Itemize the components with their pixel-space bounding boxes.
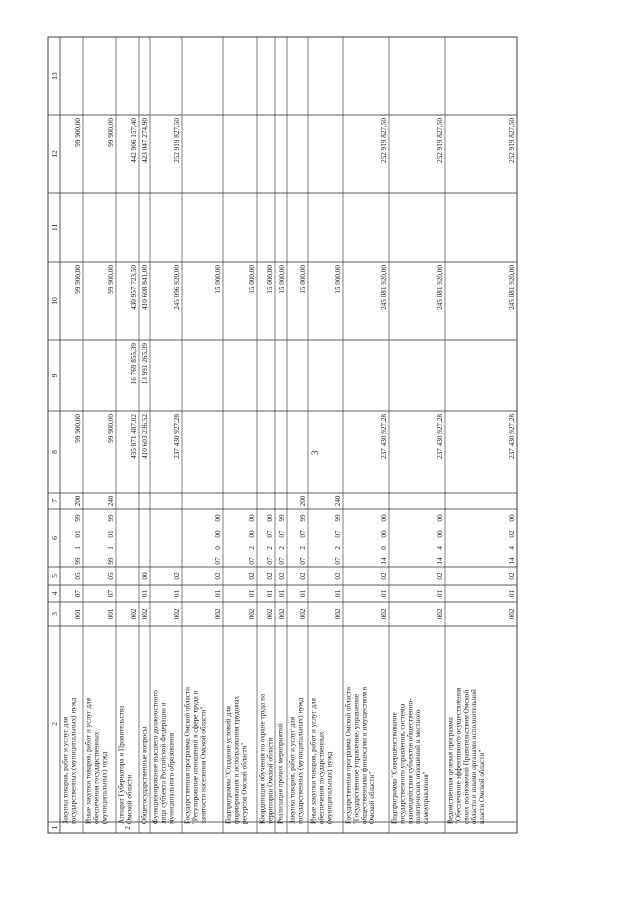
- cell-target-code-part: 00: [436, 514, 444, 522]
- row-name-line: Общегосударственные вопросы: [140, 726, 149, 824]
- cell-target-code-part: 00: [248, 514, 256, 522]
- row-name-line: Подпрограмма "Создание условий для: [224, 706, 233, 824]
- cell-target-code-part: 00: [214, 514, 222, 522]
- cell-target-code-part: 00: [508, 514, 516, 522]
- row-name-line: взаимодействия субъектов общественно-: [406, 698, 415, 824]
- cell-subsection: 02: [173, 572, 181, 580]
- column-header-4: 4: [50, 591, 59, 596]
- cell-subsection: 05: [74, 572, 82, 580]
- cell-target-code-part: 4: [436, 546, 444, 550]
- cell-target-code-part: 07: [248, 557, 256, 565]
- cell-section: 01: [266, 589, 274, 598]
- column-header-9: 9: [50, 373, 59, 378]
- row-name-line: обеспечения государственных: [92, 731, 101, 824]
- cell-target-code-part: 07: [278, 557, 286, 565]
- cell-admin-code: 002: [436, 608, 444, 620]
- cell-amount-8: 237 430 927,28: [380, 414, 388, 459]
- column-header-12: 12: [50, 150, 59, 158]
- cell-amount-8: 237 430 927,28: [173, 414, 181, 459]
- cell-target-code-part: 00: [248, 530, 256, 538]
- cell-subsection: 05: [107, 572, 115, 580]
- cell-amount-12: 423 047 274,90: [141, 118, 149, 163]
- row-name-line: Подпрограмма "Совершенствование: [390, 712, 399, 824]
- row-name-line: власти Омской области": [478, 749, 487, 824]
- cell-section: 07: [107, 589, 115, 598]
- cell-admin-code: 002: [173, 608, 181, 620]
- cell-target-code-part: 2: [266, 546, 274, 550]
- cell-target-code-part: 00: [380, 514, 388, 522]
- cell-amount-8: 237 430 927,28: [436, 414, 444, 459]
- row-name-line: государственного управления, системы: [398, 703, 407, 824]
- cell-section: 07: [74, 589, 82, 598]
- cell-amount-10: 15 000,00: [278, 265, 286, 294]
- cell-section: 01: [141, 589, 149, 598]
- cell-target-code-part: 99: [107, 557, 115, 565]
- cell-target-code-part: 02: [508, 530, 516, 538]
- row-name-line: Ведомственная целевая программа: [446, 717, 455, 824]
- row-name-line: Государственная программа Омской области: [344, 687, 353, 824]
- cell-amount-10: 430 957 723,50: [130, 265, 138, 310]
- cell-target-code-part: 07: [214, 557, 222, 565]
- row-name-line: Омской области": [368, 771, 377, 824]
- cell-admin-code: 002: [214, 608, 222, 620]
- cell-target-code-part: 00: [436, 530, 444, 538]
- cell-amount-12: 99 900,00: [74, 118, 82, 147]
- cell-target-code-part: 99: [334, 514, 342, 522]
- row-name-line: формирования и использования трудовых: [232, 695, 241, 824]
- cell-subsection: 02: [278, 572, 286, 580]
- row-name-line: территории Омской области: [266, 737, 275, 824]
- cell-subsection: 02: [436, 572, 444, 580]
- cell-amount-8: 237 430 927,28: [508, 414, 516, 459]
- cell-section: 01: [380, 589, 388, 598]
- cell-target-code-part: 01: [107, 530, 115, 538]
- cell-target-code-part: 2: [299, 546, 307, 550]
- cell-expense-type: 240: [334, 495, 342, 507]
- cell-section: 01: [278, 589, 286, 598]
- cell-target-code-part: 07: [278, 530, 286, 538]
- column-header-1: 1: [50, 825, 59, 830]
- row-name-line: государственных (муниципальных) нужд: [296, 697, 305, 824]
- cell-amount-8: 99 900,00: [107, 414, 115, 443]
- row-name-line: ресурсов Омской области": [240, 742, 249, 824]
- cell-subsection: 02: [214, 572, 222, 580]
- cell-subsection: 00: [141, 572, 149, 580]
- cell-target-code-part: 1: [107, 546, 115, 550]
- cell-admin-code: 002: [299, 608, 307, 620]
- cell-target-code-part: 14: [436, 557, 444, 565]
- cell-target-code-part: 2: [334, 546, 342, 550]
- cell-target-code-part: 00: [266, 514, 274, 522]
- cell-admin-code: 002: [508, 608, 516, 620]
- cell-target-code-part: 14: [380, 557, 388, 565]
- column-header-2: 2: [50, 722, 59, 726]
- cell-admin-code: 002: [130, 608, 138, 620]
- column-header-7: 7: [50, 499, 59, 503]
- cell-amount-8: 99 900,00: [74, 414, 82, 443]
- cell-target-code-part: 00: [380, 530, 388, 538]
- cell-expense-type: 200: [74, 495, 82, 507]
- row-name-line: Иные закупки товаров, работ и услуг для: [309, 698, 318, 824]
- cell-section: 01: [214, 589, 222, 598]
- cell-admin-code: 001: [107, 608, 115, 620]
- cell-target-code-part: 0: [214, 546, 222, 550]
- cell-amount-10: 15 000,00: [266, 265, 274, 294]
- column-header-10: 10: [50, 297, 59, 305]
- row-name-line: Функционирование высшего должностного: [151, 690, 160, 824]
- cell-amount-10: 15 000,00: [334, 265, 342, 294]
- row-name-line: Реализация прочих мероприятий: [276, 723, 285, 824]
- cell-amount-9: 16 769 855,39: [130, 343, 138, 385]
- column-header-5: 5: [50, 574, 59, 578]
- cell-subsection: 02: [299, 572, 307, 580]
- page-number: 3: [310, 450, 320, 455]
- cell-target-code-part: 99: [74, 557, 82, 565]
- cell-section: 01: [299, 589, 307, 598]
- cell-amount-10: 15 000,00: [248, 265, 256, 294]
- cell-section: 01: [508, 589, 516, 598]
- cell-target-code-part: 99: [278, 514, 286, 522]
- cell-amount-12: 99 900,00: [107, 118, 115, 147]
- row-name-line: занятости населения Омской области": [199, 706, 208, 824]
- cell-target-code-part: 2: [248, 546, 256, 550]
- row-name-line: Координация обучения по охране труда на: [258, 693, 267, 824]
- cell-amount-8: 435 871 487,02: [130, 414, 138, 459]
- cell-target-code-part: 4: [508, 546, 516, 550]
- cell-amount-10: 245 081 920,00: [508, 265, 516, 310]
- cell-subsection: 02: [248, 572, 256, 580]
- cell-amount-12: 252 919 827,50: [436, 118, 444, 163]
- cell-amount-10: 245 096 920,00: [173, 265, 181, 310]
- row-name-line: обеспечения государственных: [317, 731, 326, 824]
- cell-amount-12: 252 919 827,50: [380, 118, 388, 163]
- cell-target-code-part: 07: [299, 557, 307, 565]
- row-name-line: Омской области: [125, 774, 134, 824]
- column-header-6: 6: [50, 536, 59, 540]
- cell-expense-type: 200: [299, 495, 307, 507]
- row-name-line: своих полномочий Правительством Омской: [462, 689, 471, 824]
- cell-admin-code: 002: [266, 608, 274, 620]
- row-name-line: самоуправления": [422, 771, 431, 824]
- cell-subsection: 02: [266, 572, 274, 580]
- cell-section: 01: [334, 589, 342, 598]
- cell-amount-10: 99 900,00: [107, 265, 115, 294]
- cell-amount-10: 245 081 920,00: [436, 265, 444, 310]
- column-header-11: 11: [50, 223, 59, 232]
- row-name-line: общественными финансами и имуществом в: [360, 686, 369, 824]
- cell-target-code-part: 07: [299, 530, 307, 538]
- column-header-8: 8: [50, 450, 59, 454]
- cell-section: 01: [436, 589, 444, 598]
- cell-section: 01: [173, 589, 181, 598]
- cell-target-code-part: 0: [380, 546, 388, 550]
- cell-target-code-part: 07: [334, 557, 342, 565]
- cell-target-code-part: 99: [107, 514, 115, 522]
- cell-target-code-part: 99: [299, 514, 307, 522]
- column-header-3: 3: [50, 612, 59, 616]
- row-name-line: (муниципальных) нужд: [100, 751, 109, 824]
- cell-admin-code: 002: [380, 608, 388, 620]
- cell-amount-10: 15 000,00: [214, 265, 222, 294]
- row-name-line: "Регулирование отношений в сфере труда и: [191, 690, 200, 824]
- cell-target-code-part: 07: [266, 530, 274, 538]
- row-name-line: "Обеспечение эффективного осуществления: [454, 687, 463, 824]
- cell-subsection: 02: [508, 572, 516, 580]
- row-name-line: области и иными органами исполнительной: [470, 689, 479, 824]
- cell-target-code-part: 07: [334, 530, 342, 538]
- cell-amount-10: 99 900,00: [74, 265, 82, 294]
- cell-subsection: 02: [334, 572, 342, 580]
- cell-target-code-part: 1: [74, 546, 82, 550]
- row-name-line: муниципального образования: [167, 732, 176, 824]
- cell-amount-10: 15 000,00: [299, 265, 307, 294]
- row-name-line: Закупка товаров, работ и услуг для: [288, 716, 297, 824]
- row-name-line: (муниципальных) нужд: [325, 751, 334, 824]
- cell-admin-code: 002: [248, 608, 256, 620]
- cell-target-code-part: 99: [74, 514, 82, 522]
- cell-admin-code: 002: [141, 608, 149, 620]
- cell-admin-code: 002: [278, 608, 286, 620]
- cell-admin-code: 001: [74, 608, 82, 620]
- cell-amount-12: 252 919 827,50: [508, 118, 516, 163]
- row-name-line: Аппарат Губернатора и Правительства: [117, 705, 126, 824]
- row-number: 2: [124, 826, 132, 830]
- cell-amount-9: 13 991 265,39: [141, 343, 149, 385]
- cell-section: 01: [248, 589, 256, 598]
- cell-amount-10: 410 608 841,00: [141, 265, 149, 310]
- column-header-13: 13: [50, 72, 59, 80]
- row-name-line: лица субъекта Российской Федерации и: [159, 702, 168, 824]
- row-name-line: государственных (муниципальных) нужд: [69, 697, 78, 824]
- cell-target-code-part: 14: [508, 557, 516, 565]
- row-name-line: "Государственное управление, управление: [352, 693, 361, 824]
- cell-amount-10: 245 081 920,00: [380, 265, 388, 310]
- cell-amount-8: 410 603 236,52: [141, 414, 149, 459]
- cell-target-code-part: 01: [74, 530, 82, 538]
- cell-expense-type: 240: [107, 495, 115, 507]
- cell-target-code-part: 2: [278, 546, 286, 550]
- cell-amount-12: 442 906 157,40: [130, 118, 138, 163]
- row-name-line: политических отношений и местного: [414, 709, 423, 824]
- cell-subsection: 02: [380, 572, 388, 580]
- row-name-line: Государственная программа Омской области: [183, 687, 192, 824]
- row-name-line: Иные закупки товаров, работ и услуг для: [84, 698, 93, 824]
- cell-admin-code: 002: [334, 608, 342, 620]
- row-name-line: Закупка товаров, работ и услуг для: [61, 716, 70, 824]
- cell-target-code-part: 07: [266, 557, 274, 565]
- cell-amount-12: 252 919 827,50: [173, 118, 181, 163]
- cell-target-code-part: 00: [214, 530, 222, 538]
